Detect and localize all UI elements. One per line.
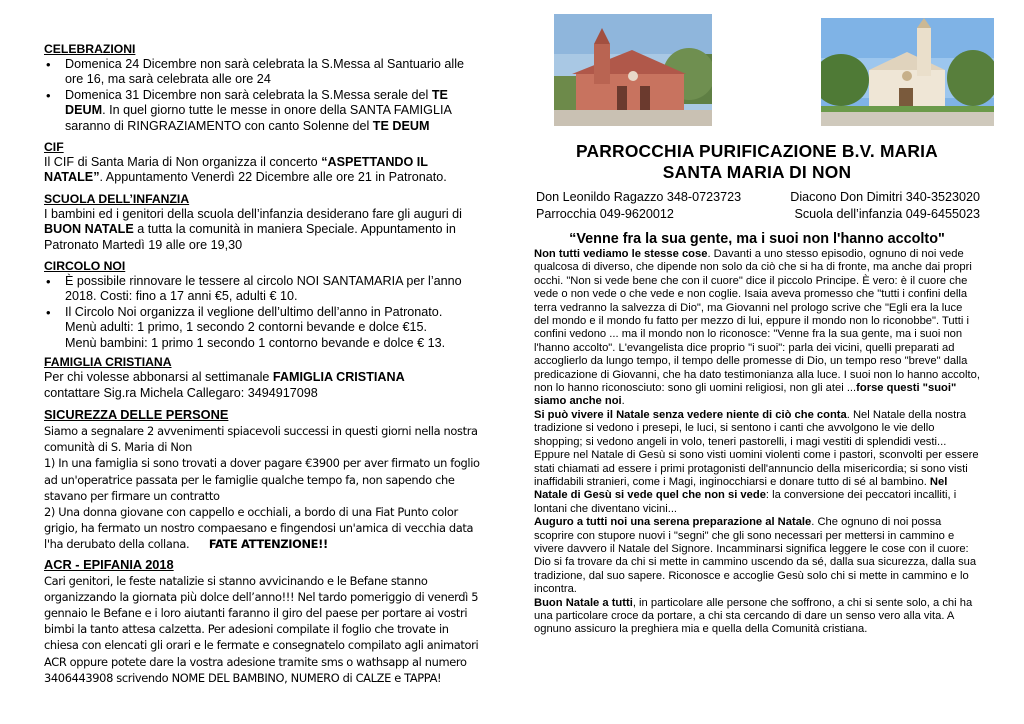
circolo-title: CIRCOLO NOI — [44, 259, 126, 274]
celebrazioni-list — [44, 57, 484, 134]
acr-text: Cari genitori, le feste natalizie si stanno avvicinando e le Befane stanno organizzando la giornata più dolce dell’anno!!! Nel tardo pomeriggio di venerdì 5 gennaio le Befane e i loro aiutanti faranno il giro del paese per portare ai vostri bimbi la tanto attesa calzetta. Per adesioni compilate il foglio che trovate in chiesa con elencati gli orari e le fermate e consegnatelo compilato agli animatori ACR oppure potete dare la vostra adesione tramite sms o wathsapp al numero 3406443908 scrivendo NOME DEL BAMBINO, NUMERO di CALZE e TAPPA! — [44, 573, 479, 685]
cif-title: CIF — [44, 140, 64, 155]
photos-row — [534, 14, 980, 126]
paragraph: Eppure nel Natale di Gesù si sono visti uomini violenti come i pastori, sconvolti per essere stati chiamati ad essere i primi protagonisti dell'annuncio della misericordia; si sono visti inaffidabili stranieri, come i Magi, inginocchiarsi e donare tutto di sé al bambino. Nel Natale di Gesù si vede quel che non si vede: la conversione dei peccatori incalliti, i lontani che diventano vicini... — [534, 449, 979, 515]
contact-scuola: Scuola dell’infanzia 049-6455023 — [794, 207, 980, 221]
paragraph: Non tutti vediamo le stesse cose. Davanti a uno stesso episodio, ognuno di noi vede qualcosa di diverso, che dipende non solo da ciò che si ha di fronte, ma anche dai propri occhi. "Non si vede bene che con il cuore" dice il piccolo Principe. È vero: è il cuore che vede o non vede o che vede e non coglie. Isaia aveva promesso che "tutti i confini della terra vedranno la salvezza di Dio", ma Giovanni nel prologo scrive che "Egli era la luce del mondo e il mondo fu fatto per mezzo di lui, eppure il mondo non lo riconobbe". Tutti i confini vedono ... ma il mondo non lo riconosce: "Venne fra la sua gente, ma i suoi non l'hanno accolto". L'evangelista dice proprio "i suoi": parla dei vicini, quelli preparati ad accoglierlo da lungo tempo, il tempo delle promesse di Dio, un tempo reso "breve" dalla predicazione di Giovanni, che ha dato testimonianza alla luce. I suoi non lo hanno accolto, non lo hanno riconosciuto: sono gli uomini religiosi, non gli atei ...forse questi "suoi" siamo anche noi. — [534, 248, 980, 408]
acr-title: ACR - EPIFANIA 2018 — [44, 556, 174, 572]
contact-diacono: Diacono Don Dimitri 340-3523020 — [790, 190, 980, 204]
parish-title: PARROCCHIA PURIFICAZIONE B.V. MARIA SANTA MARIA DI NON — [576, 141, 938, 182]
list-item: • Domenica 24 Dicembre non sarà celebrata la S.Messa al Santuario alle ore 16, ma sarà celebrata alle ore 24 — [44, 57, 484, 88]
cif-text: Il CIF di Santa Maria di Non organizza il concerto “ASPETTANDO IL NATALE”. Appuntamento Venerdì 22 Dicembre alle ore 21 in Patronato. — [44, 155, 447, 185]
list-item: • È possibile rinnovare le tessere al circolo NOI SANTAMARIA per l’anno 2018. Costi: fino a 17 anni €5, adulti € 10. — [44, 274, 484, 305]
famiglia-title: FAMIGLIA CRISTIANA — [44, 355, 172, 370]
church-photo — [554, 14, 712, 126]
contact-parrocchia: Parrocchia 049-9620012 — [536, 207, 674, 221]
sanctuary-photo — [821, 18, 994, 126]
article-title: “Venne fra la sua gente, ma i suoi non l'hanno accolto" — [569, 231, 945, 247]
paragraph: Buon Natale a tutti, in particolare alle persone che soffrono, a chi si sente solo, a chi ha una particolare croce da portare, a chi sta cercando di dare un senso vero alla vita. A ognuno assicuro la preghiera mia e quella della Comunità cristiana. — [534, 596, 973, 636]
paragraph: Auguro a tutti noi una serena preparazione al Natale. Che ognuno di noi possa scoprire con stupore nuovi i "segni" che gli sono necessari per mettersi in cammino e vivere davvero il Natale del Signore. Incamminarsi significa leggere le cose con il cuore: Dio si fa trovare da chi si mette in cammino uscendo da sé, dalla sua sicurezza, dalla sua tradizione, dal suo sapere. Riconosce e accoglie Gesù solo chi si mette in cammino e lo incontra. — [534, 516, 977, 596]
list-item: • Il Circolo Noi organizza il veglione dell’ultimo dell’anno in Patronato. Menù adulti: 1 primo, 1 secondo 2 contorni bevande e dolce €15. Menù bambini: 1 primo 1 secondo 1 contorno bevande e dolce € 13. — [44, 305, 484, 351]
contacts — [534, 189, 980, 223]
right-column — [534, 14, 980, 637]
scuola-text: I bambini ed i genitori della scuola dell’infanzia desiderano fare gli auguri di BUON NATALE a tutta la comunità in maniera Speciale. Appuntamento in Patronato Martedì 19 alle ore 19,30 — [44, 206, 462, 252]
list-item: • Domenica 31 Dicembre non sarà celebrata la S.Messa serale del TE DEUM. In quel giorno tutte le messe in onore della SANTA FAMIGLIA saranno di RINGRAZIAMENTO con canto Solenne del TE DEUM — [44, 88, 484, 134]
sicurezza-text: Siamo a segnalare 2 avvenimenti spiacevoli successi in questi giorni nella nostra comunità di S. Maria di Non 1) In una famiglia si sono trovati a dover pagare €3900 per aver firmato un foglio ad un'operatrice passata per le famiglie qualche tempo fa, non sapendo che stavano per firmare un contratto 2) Una donna giovane con cappello e occhiali, a bordo di una Fiat Punto color grigio, ha fermato un nostro compaesano e fingendosi un'amica di vecchia data l'ha derubato della collana. FATE ATTENZIONE!! — [44, 423, 480, 552]
left-column — [44, 42, 484, 686]
scuola-title: SCUOLA DELL’INFANZIA — [44, 191, 190, 206]
contact-parroco: Don Leonildo Ragazzo 348-0723723 — [536, 190, 742, 204]
paragraph: Si può vivere il Natale senza vedere niente di ciò che conta. Nel Natale della nostra tradizione si vedono i presepi, le luci, si sentono i canti che avvolgono le vie dello shopping; si vedono angeli in volo, teneri pastorelli, i magi vestiti di splendidi vesti... — [534, 408, 967, 448]
celebrazioni-title: CELEBRAZIONI — [44, 42, 136, 56]
famiglia-text: Per chi volesse abbonarsi al settimanale FAMIGLIA CRISTIANA contattare Sig.ra Michela Callegaro: 3494917098 — [44, 370, 405, 400]
sicurezza-title: SICUREZZA DELLE PERSONE — [44, 406, 229, 422]
article-body — [534, 248, 980, 637]
circolo-list — [44, 274, 484, 351]
